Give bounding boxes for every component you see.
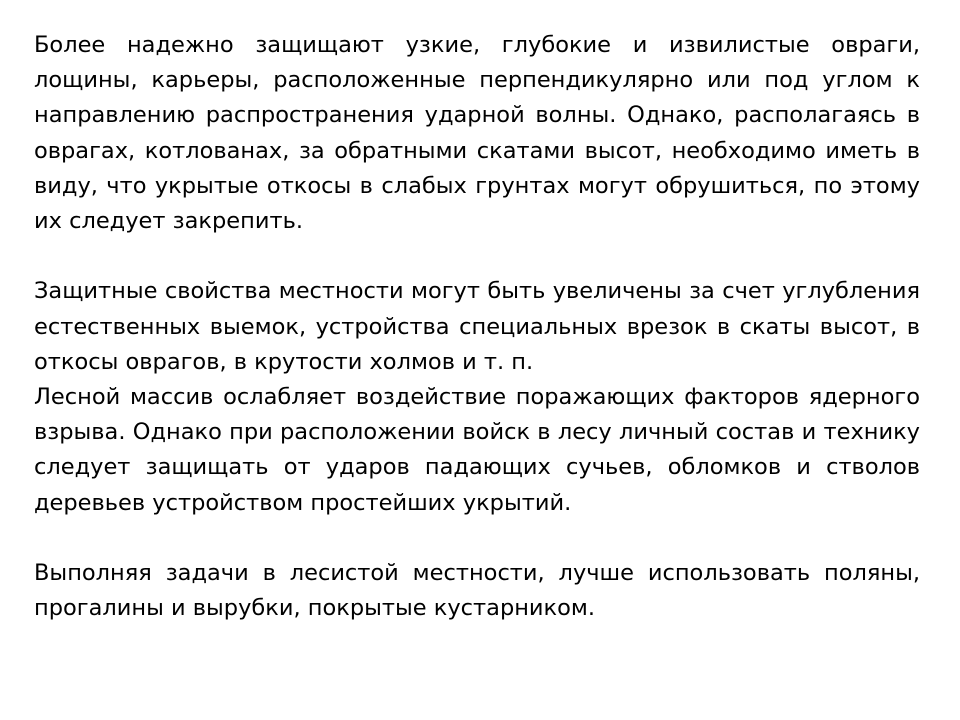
paragraph-spacer [34, 521, 920, 556]
paragraph-wooded-terrain: Выполняя задачи в лесистой местности, лучше использовать поляны, прогалины и вырубки, покрытые кустарником. [34, 560, 920, 622]
paragraph-ravines: Более надежно защищают узкие, глубокие и извилистые овраги, лощины, карьеры, расположенные перпендикулярно или под углом к направлению распространения ударной волны. Однако, располагаясь в оврагах, котлованах, за обратными скатами высот, необходимо иметь в виду, что укрытые откосы в слабых грунтах могут обрушиться, по этому их следует закрепить. [34, 32, 920, 235]
paragraph-terrain-properties: Защитные свойства местности могут быть увеличены за счет углубления естественных выемок, устройства специальных врезок в скаты высот, в откосы оврагов, в крутости холмов и т. п. [34, 278, 920, 375]
paragraph-spacer [34, 239, 920, 274]
text-slide [34, 28, 920, 626]
paragraph-forest: Лесной массив ослабляет воздействие поражающих факторов ядерного взрыва. Однако при расположении войск в лесу личный состав и технику следует защищать от ударов падающих сучьев, обломков и стволов деревьев устройством простейших укрытий. [34, 384, 920, 516]
